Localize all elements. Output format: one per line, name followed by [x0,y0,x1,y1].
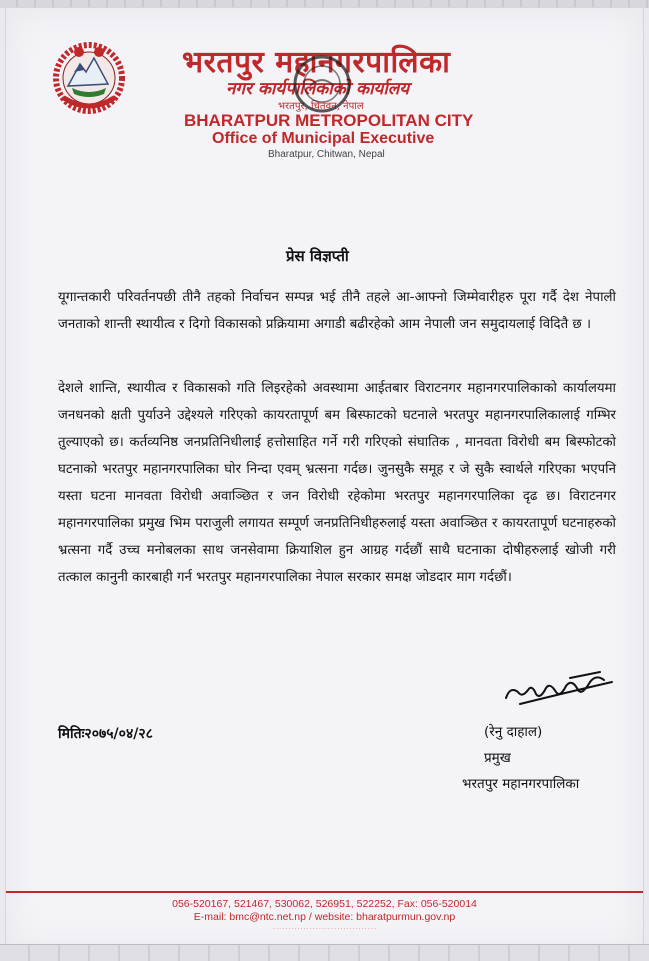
letterhead-name-en: BHARATPUR METROPOLITAN CITY [184,111,474,130]
letterhead-office-np: नगर कार्यपालिकाको कार्यालय [226,79,410,99]
paragraph-body: देशले शान्ति, स्थायीत्व र विकासको गति लिइरहेको अवस्थामा आईतबार विराटनगर महानगरपालिकाको कार्यालयमा जनधनको क्षती पुर्याउने उद्देश्यले गरिएको कायरतापूर्ण बम बिस्फाटको घटनाले भरतपुर महानगरपालिकालाई गम्भिर तुल्याएको छ। कर्तव्यनिष्ठ जनप्रतिनिधीलाई हत्तोसाहित गर्ने गरी गरिएको संघातिक , मानवता विरोधी बम बिस्फोटको घटनाको भरतपुर महानगरपालिका घोर निन्दा एवम् भ्रत्सना गर्दछ। जुनसुकै समूह र जे सुकै स्वार्थले गरिएका भएपनि यस्ता घटना मानवता विरोधी अवाञ्छित र जन विरोधी रहेकोमा भरतपुर महानगरपालिका दृढ छ। विराटनगर महानगरपालिका प्रमुख भिम पराजुली लगायत सम्पूर्ण जनप्रतिनिधीहरुलाई यस्ता अवाञ्छित र कायरतापूर्ण घटनाहरुको भ्रत्सना गर्दै उच्च मनोबलका साथ जनसेवामा क्रियाशिल हुन आग्रह गर्दछौं साथै घटनाका दोषीहरुलाई खोजी गरी तत्काल कानुनी कारबाही गर्न भरतपुर महानगरपालिका नेपाल सरकार समक्ष जोडदार माग गर्दछौं। [58,381,616,585]
signatory-name: (रेनु दाहाल) [484,724,543,740]
signature-image [500,664,620,712]
signatory-role: प्रमुख [484,750,511,766]
footer-phones: 056-520167, 521467, 530062, 526951, 522252, Fax: 056-520014 [172,898,477,910]
nepal-emblem-logo [50,38,128,116]
letter-date: मितिः२०७५/०४/२८ [58,726,153,742]
footer-divider [6,891,643,893]
letterhead-name-np: भरतपुर महानगरपालिका [182,45,451,80]
signatory-org: भरतपुर महानगरपालिका [462,776,580,792]
letterhead-address-np: भरतपुर, चितवन, नेपाल [278,101,364,112]
paragraph-intro: यूगान्तकारी परिवर्तनपछी तीनै तहको निर्वाचन सम्पन्न भई तीनै तहले आ-आफ्नो जिम्मेवारीहरु पूरा गर्दै देश नेपाली जनताको शान्ती स्थायीत्व र दिगो विकासको प्रक्रियामा अगाडी बढीरहेको आम नेपाली जन समुदायलाई विदितै छ । [58,290,616,332]
letterhead-address-en: Bharatpur, Chitwan, Nepal [268,149,385,160]
letterhead-office-en: Office of Municipal Executive [212,130,435,147]
top-edge-strip [0,0,649,8]
office-stamp [292,54,352,114]
bottom-edge-strip [0,944,649,961]
page-title: प्रेस विज्ञप्ती [286,247,349,265]
footer-contact: E-mail: bmc@ntc.net.np / website: bharatpurmun.gov.np [193,911,456,923]
footer-fine-print: . . . . . . . . . . . . . . . . . . . . . . . . . . . . . . . . . . [273,925,376,931]
